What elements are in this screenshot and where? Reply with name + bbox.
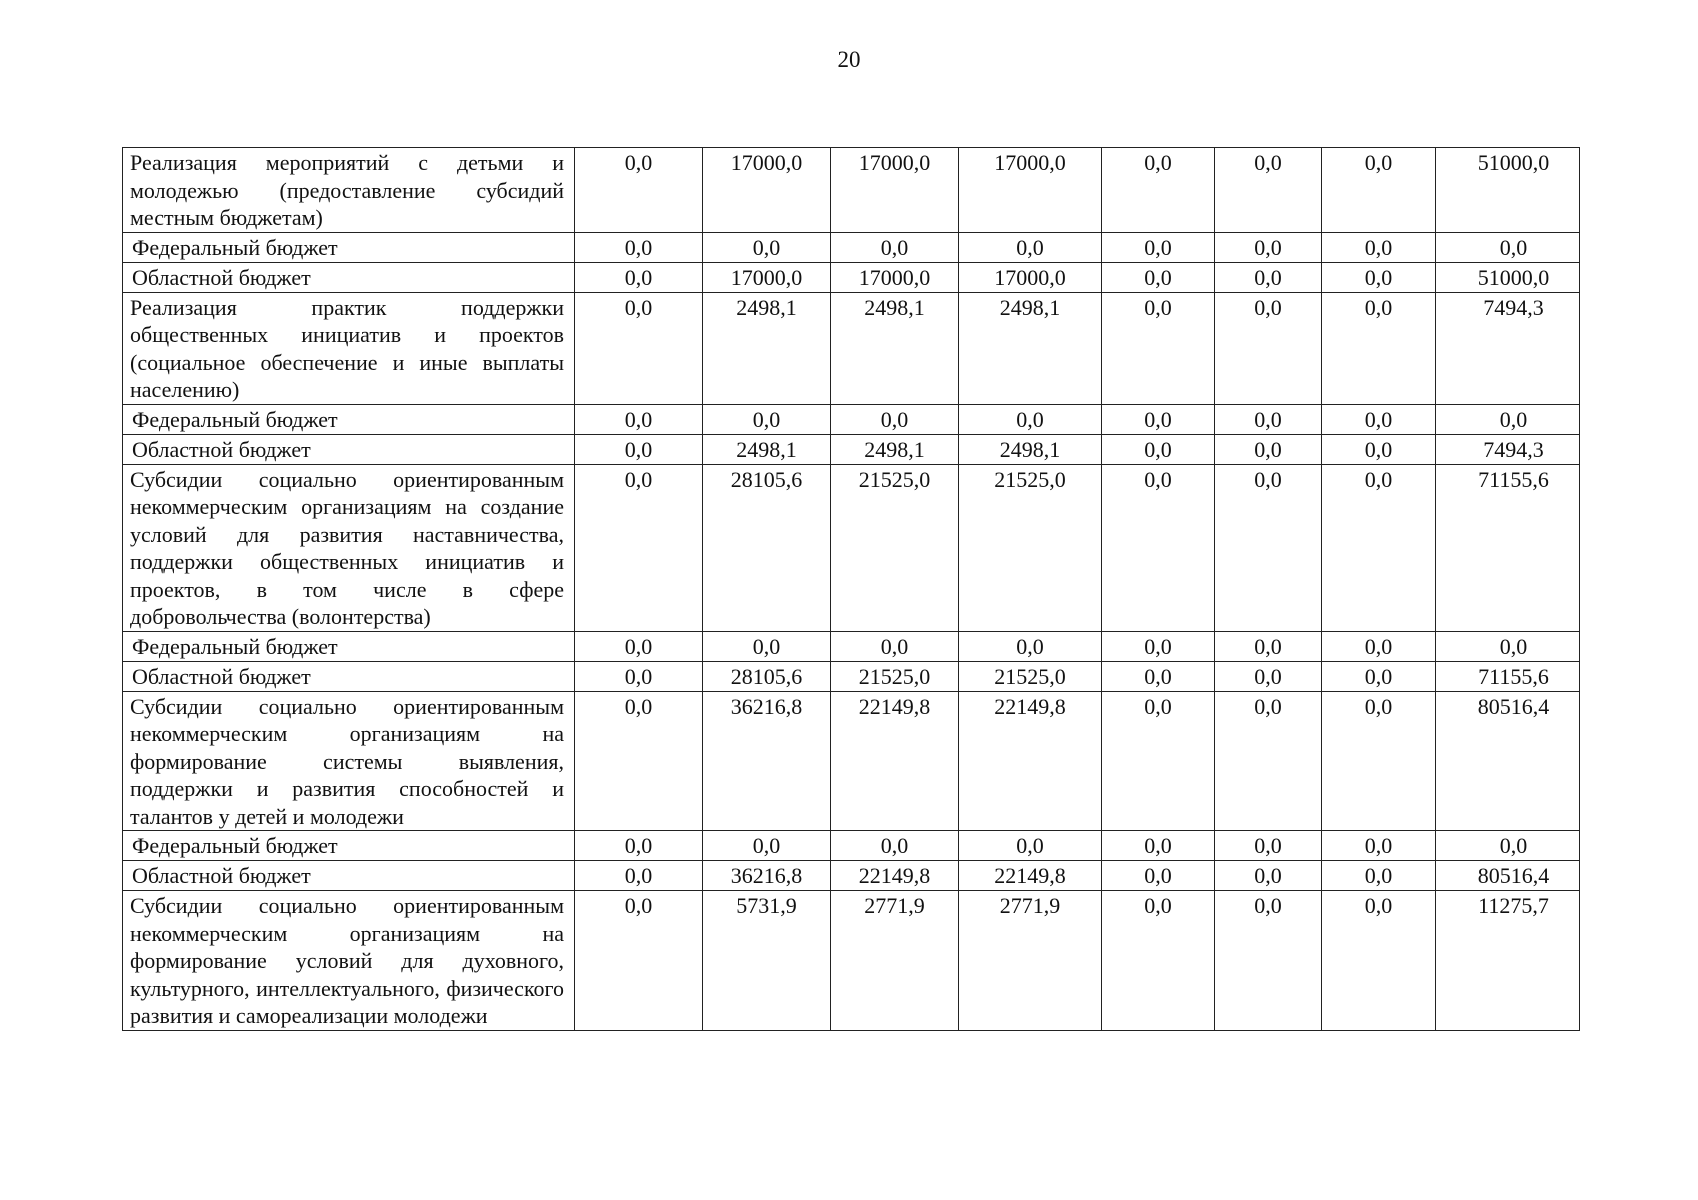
- value-cell: 17000,0: [959, 262, 1102, 292]
- value-cell: 0,0: [575, 148, 703, 233]
- total-value-cell: 0,0: [1436, 831, 1580, 861]
- value-cell: 0,0: [959, 232, 1102, 262]
- budget-table: [122, 147, 1580, 1031]
- value-cell: 0,0: [1322, 691, 1436, 831]
- total-value-cell: 51000,0: [1436, 148, 1580, 233]
- value-cell: 2771,9: [831, 891, 959, 1031]
- value-cell: 0,0: [1215, 292, 1322, 404]
- budget-source-label: Федеральный бюджет: [123, 232, 575, 262]
- value-cell: 21525,0: [831, 661, 959, 691]
- table-row: [123, 661, 1580, 691]
- value-cell: 0,0: [575, 691, 703, 831]
- value-cell: 0,0: [1102, 861, 1215, 891]
- value-cell: 0,0: [1102, 464, 1215, 631]
- value-cell: 0,0: [1215, 661, 1322, 691]
- total-value-cell: 0,0: [1436, 631, 1580, 661]
- value-cell: 0,0: [1322, 464, 1436, 631]
- budget-source-label: Областной бюджет: [123, 262, 575, 292]
- value-cell: 28105,6: [703, 661, 831, 691]
- total-value-cell: 11275,7: [1436, 891, 1580, 1031]
- value-cell: 36216,8: [703, 691, 831, 831]
- value-cell: 0,0: [1322, 262, 1436, 292]
- table-row: [123, 691, 1580, 831]
- value-cell: 0,0: [959, 404, 1102, 434]
- value-cell: 0,0: [1322, 891, 1436, 1031]
- value-cell: 21525,0: [959, 661, 1102, 691]
- value-cell: 22149,8: [831, 691, 959, 831]
- value-cell: 0,0: [1322, 232, 1436, 262]
- value-cell: 0,0: [1215, 891, 1322, 1031]
- total-value-cell: 7494,3: [1436, 292, 1580, 404]
- value-cell: 2498,1: [703, 434, 831, 464]
- value-cell: 0,0: [1102, 661, 1215, 691]
- table-row: [123, 404, 1580, 434]
- total-value-cell: 0,0: [1436, 404, 1580, 434]
- value-cell: 0,0: [575, 631, 703, 661]
- total-value-cell: 0,0: [1436, 232, 1580, 262]
- table-row: [123, 262, 1580, 292]
- value-cell: 0,0: [1215, 262, 1322, 292]
- value-cell: 0,0: [575, 232, 703, 262]
- value-cell: 0,0: [1102, 292, 1215, 404]
- value-cell: 0,0: [703, 831, 831, 861]
- value-cell: 21525,0: [831, 464, 959, 631]
- value-cell: 2771,9: [959, 891, 1102, 1031]
- value-cell: 0,0: [1215, 232, 1322, 262]
- table-row: [123, 891, 1580, 1031]
- value-cell: 0,0: [1322, 831, 1436, 861]
- value-cell: 0,0: [575, 831, 703, 861]
- value-cell: 0,0: [575, 434, 703, 464]
- table-row: [123, 148, 1580, 233]
- value-cell: 0,0: [1102, 148, 1215, 233]
- value-cell: 0,0: [1215, 861, 1322, 891]
- table-row: [123, 434, 1580, 464]
- value-cell: 17000,0: [831, 148, 959, 233]
- value-cell: 0,0: [1322, 148, 1436, 233]
- value-cell: 0,0: [831, 831, 959, 861]
- value-cell: 0,0: [1322, 434, 1436, 464]
- value-cell: 0,0: [959, 831, 1102, 861]
- value-cell: 0,0: [1102, 232, 1215, 262]
- value-cell: 0,0: [1102, 831, 1215, 861]
- value-cell: 0,0: [1215, 691, 1322, 831]
- value-cell: 0,0: [1322, 861, 1436, 891]
- total-value-cell: 7494,3: [1436, 434, 1580, 464]
- activity-label: Субсидии социально ориентированным некоммерческим организациям на создание условий для развития наставничества, поддержки общественных инициатив и проектов, в том числе в сфере добровольчества (волонтерства): [123, 464, 575, 631]
- value-cell: 2498,1: [959, 434, 1102, 464]
- value-cell: 0,0: [1322, 404, 1436, 434]
- value-cell: 0,0: [1322, 292, 1436, 404]
- table-body: [123, 148, 1580, 1031]
- value-cell: 0,0: [831, 404, 959, 434]
- value-cell: 21525,0: [959, 464, 1102, 631]
- value-cell: 0,0: [1102, 262, 1215, 292]
- value-cell: 28105,6: [703, 464, 831, 631]
- budget-source-label: Областной бюджет: [123, 434, 575, 464]
- value-cell: 22149,8: [959, 861, 1102, 891]
- value-cell: 17000,0: [703, 148, 831, 233]
- page-number: 20: [837, 47, 861, 72]
- value-cell: 0,0: [575, 292, 703, 404]
- value-cell: 2498,1: [703, 292, 831, 404]
- value-cell: 0,0: [1215, 464, 1322, 631]
- value-cell: 22149,8: [831, 861, 959, 891]
- value-cell: 0,0: [1102, 434, 1215, 464]
- value-cell: 0,0: [703, 232, 831, 262]
- value-cell: 0,0: [1215, 631, 1322, 661]
- total-value-cell: 51000,0: [1436, 262, 1580, 292]
- value-cell: 0,0: [1215, 404, 1322, 434]
- value-cell: 0,0: [575, 861, 703, 891]
- table-row: [123, 861, 1580, 891]
- activity-label: Субсидии социально ориентированным некоммерческим организациям на формирование условий для духовного, культурного, интеллектуального, физического развития и самореализации молодежи: [123, 891, 575, 1031]
- value-cell: 0,0: [575, 464, 703, 631]
- budget-source-label: Областной бюджет: [123, 861, 575, 891]
- value-cell: 0,0: [1102, 631, 1215, 661]
- value-cell: 0,0: [575, 262, 703, 292]
- value-cell: 17000,0: [831, 262, 959, 292]
- budget-source-label: Федеральный бюджет: [123, 404, 575, 434]
- value-cell: 0,0: [1322, 631, 1436, 661]
- activity-label: Субсидии социально ориентированным некоммерческим организациям на формирование системы выявления, поддержки и развития способностей и талантов у детей и молодежи: [123, 691, 575, 831]
- activity-label: Реализация практик поддержки общественных инициатив и проектов (социальное обеспечение и иные выплаты населению): [123, 292, 575, 404]
- value-cell: 0,0: [575, 891, 703, 1031]
- value-cell: 0,0: [1102, 891, 1215, 1031]
- total-value-cell: 80516,4: [1436, 861, 1580, 891]
- budget-source-label: Федеральный бюджет: [123, 831, 575, 861]
- value-cell: 2498,1: [959, 292, 1102, 404]
- value-cell: 0,0: [703, 631, 831, 661]
- value-cell: 0,0: [959, 631, 1102, 661]
- total-value-cell: 71155,6: [1436, 661, 1580, 691]
- value-cell: 0,0: [703, 404, 831, 434]
- value-cell: 0,0: [1102, 691, 1215, 831]
- value-cell: 0,0: [1215, 831, 1322, 861]
- value-cell: 2498,1: [831, 434, 959, 464]
- budget-source-label: Областной бюджет: [123, 661, 575, 691]
- value-cell: 0,0: [831, 631, 959, 661]
- value-cell: 0,0: [831, 232, 959, 262]
- table-row: [123, 831, 1580, 861]
- table-row: [123, 232, 1580, 262]
- total-value-cell: 80516,4: [1436, 691, 1580, 831]
- value-cell: 0,0: [575, 404, 703, 434]
- table-row: [123, 464, 1580, 631]
- value-cell: 17000,0: [959, 148, 1102, 233]
- value-cell: 0,0: [1102, 404, 1215, 434]
- value-cell: 2498,1: [831, 292, 959, 404]
- budget-source-label: Федеральный бюджет: [123, 631, 575, 661]
- total-value-cell: 71155,6: [1436, 464, 1580, 631]
- value-cell: 5731,9: [703, 891, 831, 1031]
- table-row: [123, 631, 1580, 661]
- value-cell: 36216,8: [703, 861, 831, 891]
- table-row: [123, 292, 1580, 404]
- value-cell: 17000,0: [703, 262, 831, 292]
- value-cell: 0,0: [1215, 434, 1322, 464]
- value-cell: 22149,8: [959, 691, 1102, 831]
- value-cell: 0,0: [1322, 661, 1436, 691]
- value-cell: 0,0: [575, 661, 703, 691]
- activity-label: Реализация мероприятий с детьми и молодежью (предоставление субсидий местным бюджетам): [123, 148, 575, 233]
- value-cell: 0,0: [1215, 148, 1322, 233]
